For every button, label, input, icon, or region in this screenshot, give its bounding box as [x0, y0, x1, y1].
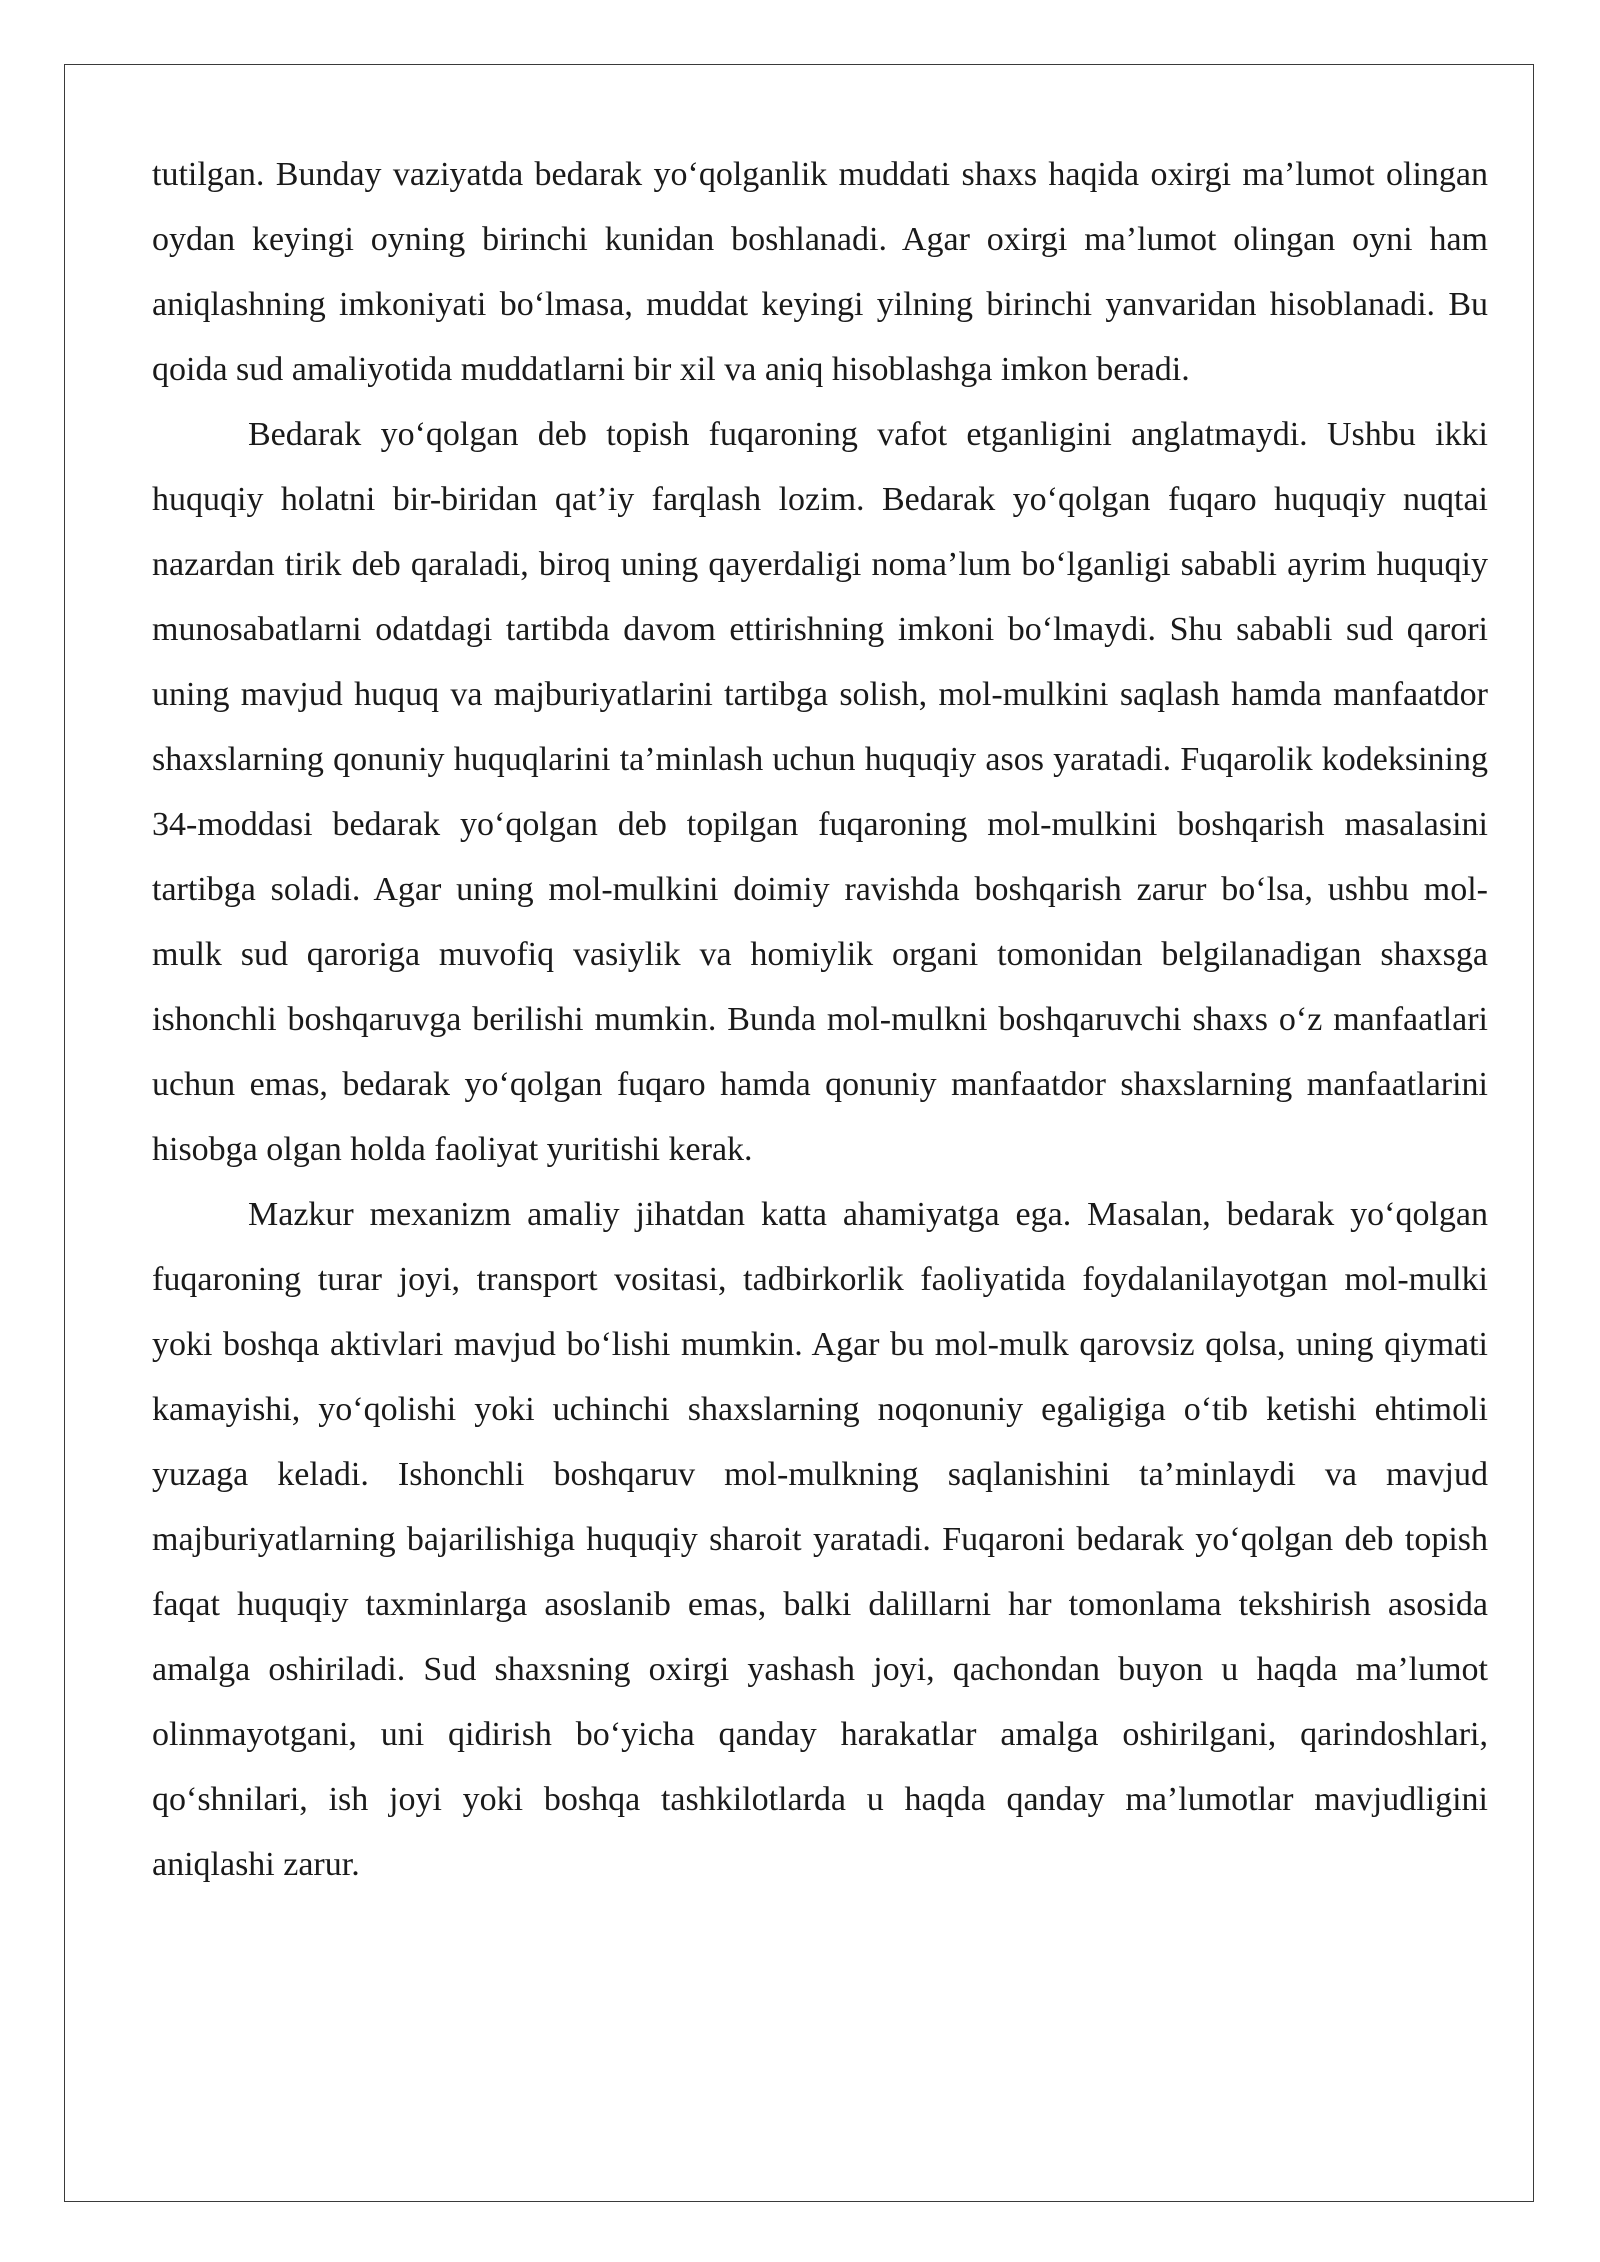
paragraph-3: Mazkur mexanizm amaliy jihatdan katta ahamiyatga ega. Masalan, bedarak yo‘qolgan fuqaroning turar joyi, transport vositasi, tadbirkorlik faoliyatida foydalanilayotgan mol-mulki yoki boshqa aktivlari mavjud bo‘lishi mumkin. Agar bu mol-mulk qarovsiz qolsa, uning qiymati kamayishi, yo‘qolishi yoki uchinchi shaxslarning noqonuniy egaligiga o‘tib ketishi ehtimoli yuzaga keladi. Ishonchli boshqaruv mol-mulkning saqlanishini ta’minlaydi va mavjud majburiyatlarning bajarilishiga huquqiy sharoit yaratadi. Fuqaroni bedarak yo‘qolgan deb topish faqat huquqiy taxminlarga asoslanib emas, balki dalillarni har tomonlama tekshirish asosida amalga oshiriladi. Sud shaxsning oxirgi yashash joyi, qachondan buyon u haqda ma’lumot olinmayotgani, uni qidirish bo‘yicha qanday harakatlar amalga oshirilgani, qarindoshlari, qo‘shnilari, ish joyi yoki boshqa tashkilotlarda u haqda qanday ma’lumotlar mavjudligini aniqlashi zarur.	[152, 1196, 1488, 1883]
paragraph-1: tutilgan. Bunday vaziyatda bedarak yo‘qolganlik muddati shaxs haqida oxirgi ma’lumot olingan oydan keyingi oyning birinchi kunidan boshlanadi. Agar oxirgi ma’lumot olingan oyni ham aniqlashning imkoniyati bo‘lmasa, muddat keyingi yilning birinchi yanvaridan hisoblanadi. Bu qoida sud amaliyotida muddatlarni bir xil va aniq hisoblashga imkon beradi.	[152, 156, 1488, 388]
document-body	[152, 142, 1488, 1897]
paragraph-2: Bedarak yo‘qolgan deb topish fuqaroning vafot etganligini anglatmaydi. Ushbu ikki huquqiy holatni bir-biridan qat’iy farqlash lozim. Bedarak yo‘qolgan fuqaro huquqiy nuqtai nazardan tirik deb qaraladi, biroq uning qayerdaligi noma’lum bo‘lganligi sababli ayrim huquqiy munosabatlarni odatdagi tartibda davom ettirishning imkoni bo‘lmaydi. Shu sababli sud qarori uning mavjud huquq va majburiyatlarini tartibga solish, mol-mulkini saqlash hamda manfaatdor shaxslarning qonuniy huquqlarini ta’minlash uchun huquqiy asos yaratadi. Fuqarolik kodeksining 34-moddasi bedarak yo‘qolgan deb topilgan fuqaroning mol-mulkini boshqarish masalasini tartibga soladi. Agar uning mol-mulkini doimiy ravishda boshqarish zarur bo‘lsa, ushbu mol-mulk sud qaroriga muvofiq vasiylik va homiylik organi tomonidan belgilanadigan shaxsga ishonchli boshqaruvga berilishi mumkin. Bunda mol-mulkni boshqaruvchi shaxs o‘z manfaatlari uchun emas, bedarak yo‘qolgan fuqaro hamda qonuniy manfaatdor shaxslarning manfaatlarini hisobga olgan holda faoliyat yuritishi kerak.	[152, 416, 1488, 1168]
